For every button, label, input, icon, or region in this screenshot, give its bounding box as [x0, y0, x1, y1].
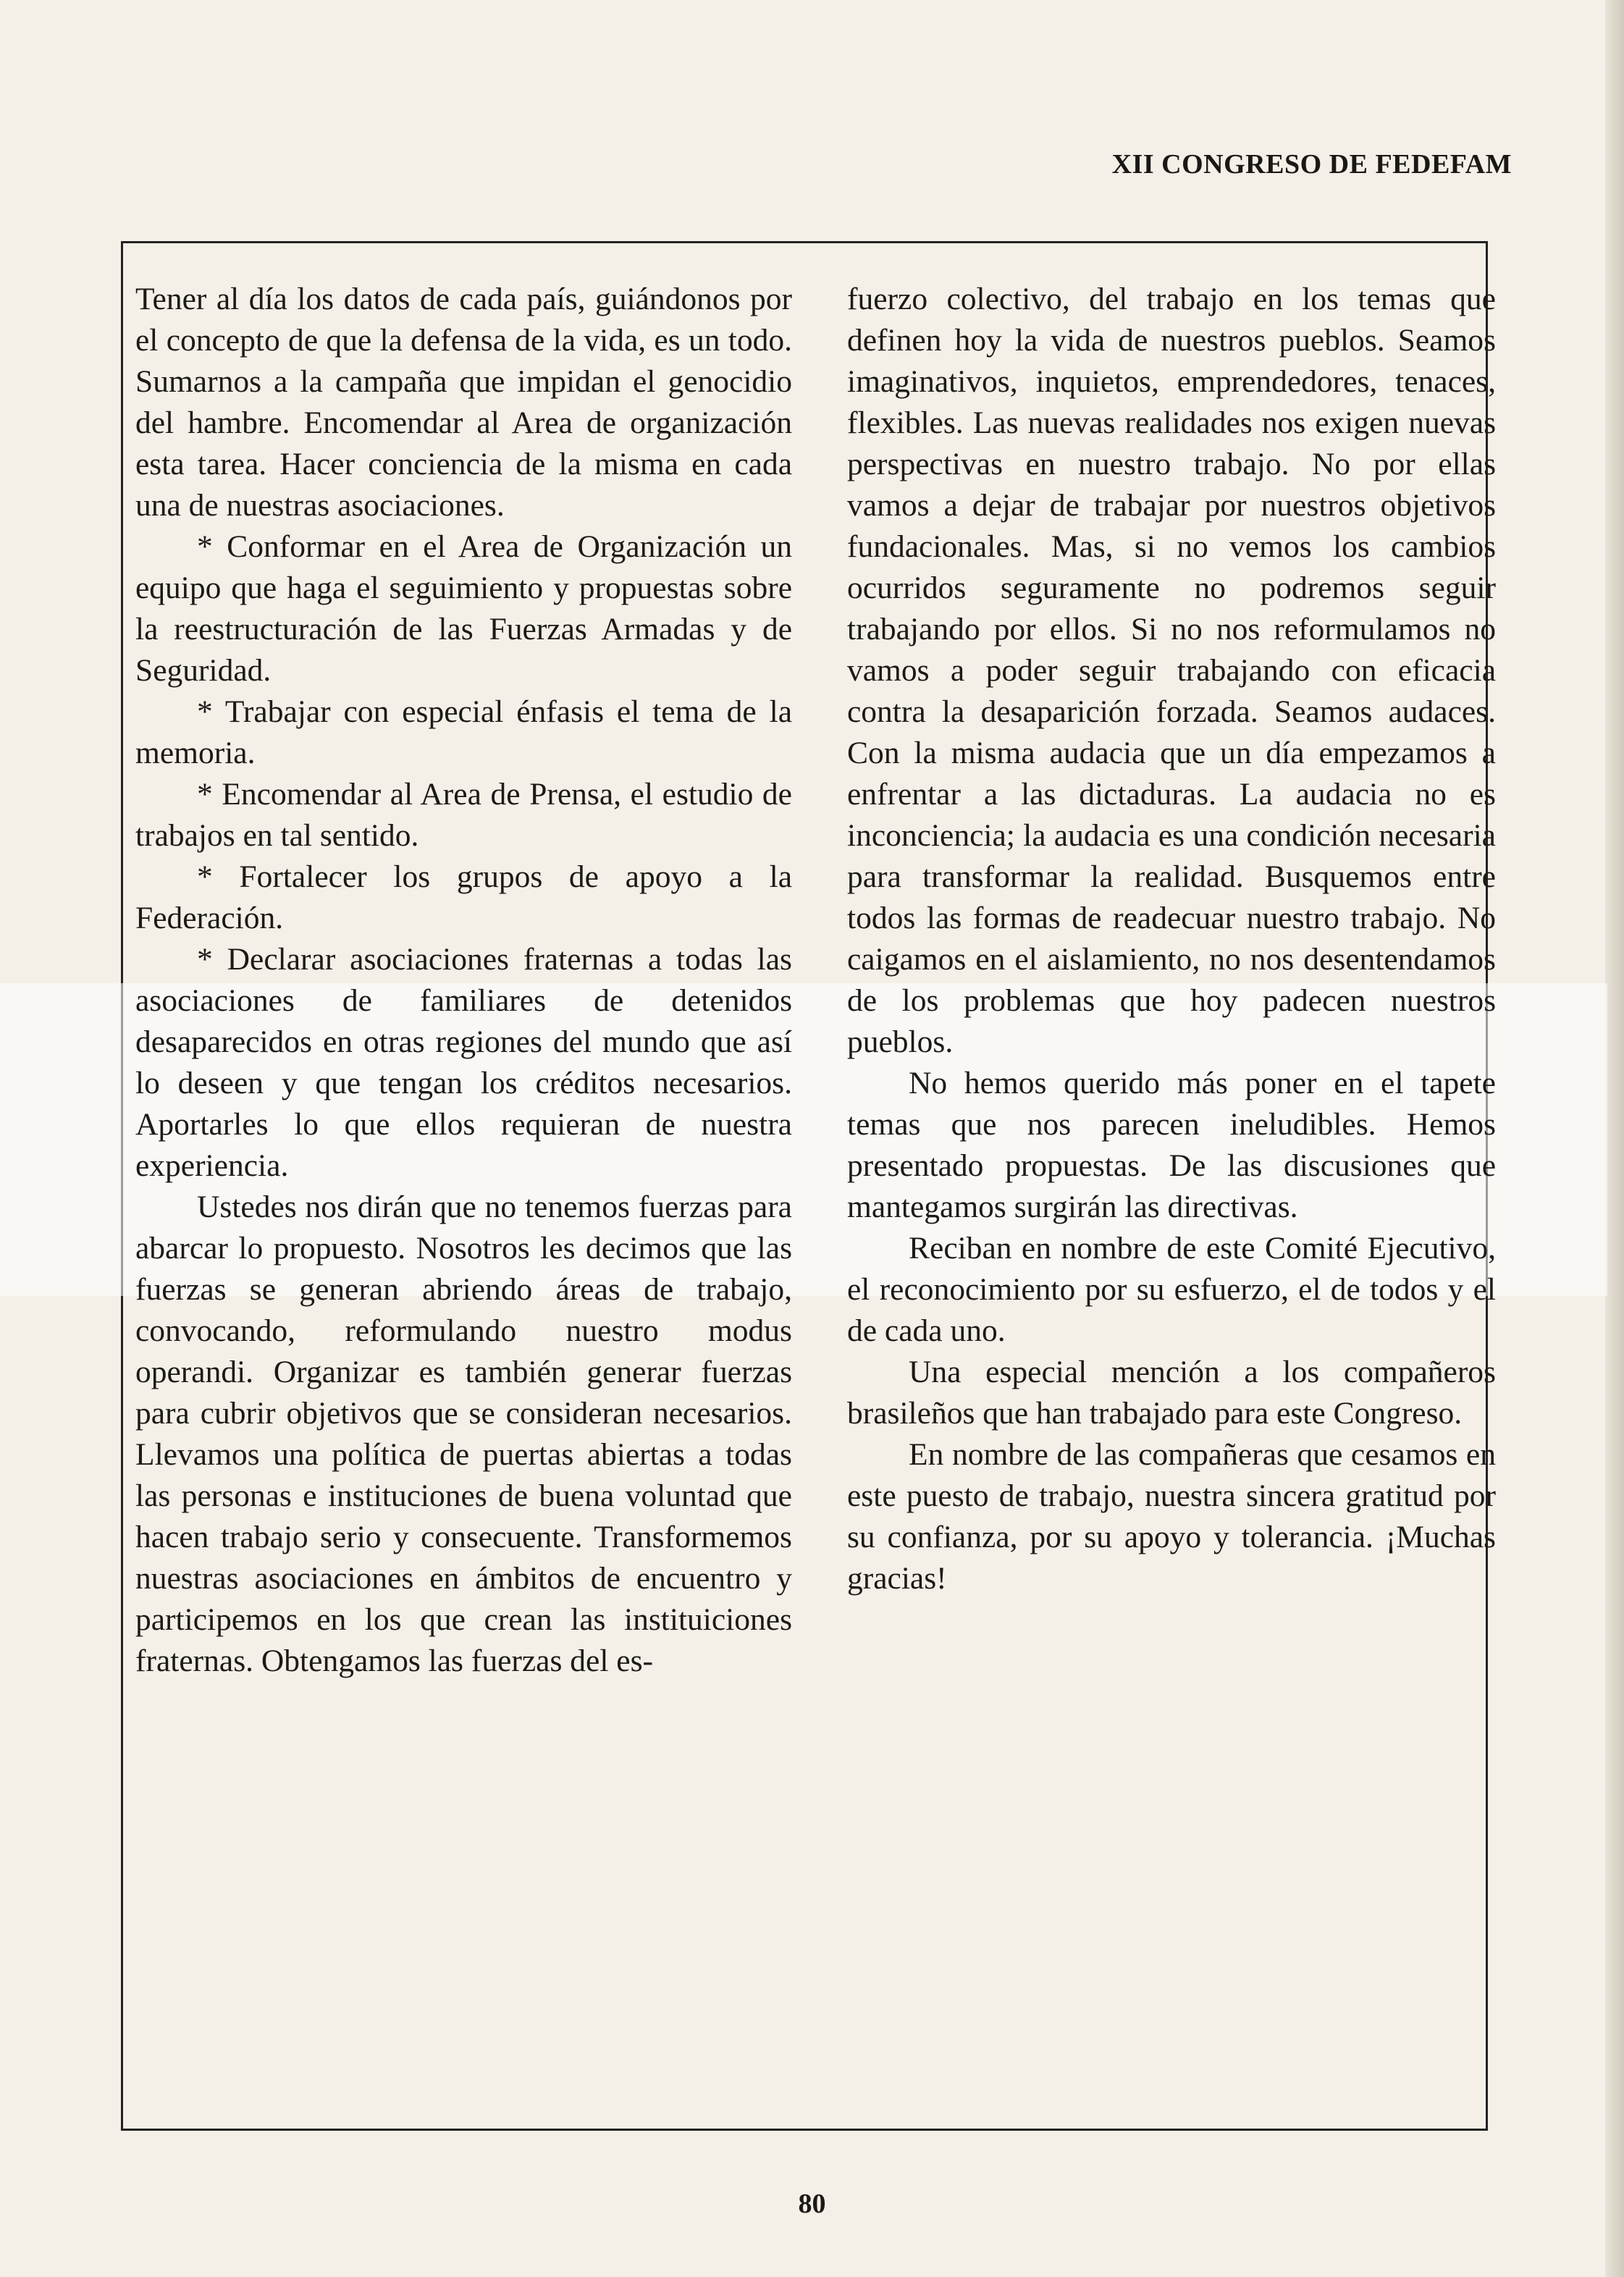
list-item: * Conformar en el Area de Organización un equipo que haga el seguimiento y propuestas sobre la reestructuración de las Fuerzas Armadas y de Seguridad. [135, 529, 792, 688]
list-item: * Encomendar al Area de Prensa, el estudio de trabajos en tal sentido. [135, 777, 792, 853]
page-number: 80 [798, 2189, 826, 2219]
paragraph: fuerzo colectivo, del trabajo en los temas que definen hoy la vida de nuestros pueblos. Seamos imaginativos, inquietos, emprendedores, tenaces, flexibles. Las nuevas realidades nos exigen nuevas perspectivas en nuestro trabajo. No por ellas vamos a dejar de trabajar por nuestros objetivos fundacionales. Mas, si no vemos los cambios ocurridos seguramente no podremos seguir trabajando por ellos. Si no nos reformulamos no vamos a poder seguir trabajando con eficacia contra la desaparición forzada. Seamos audaces. Con la misma audacia que un día empezamos a enfrentar a las dictaduras. La audacia no es inconciencia; la audacia es una condición necesaria para transformar la realidad. Busquemos entre todos las formas de readecuar nuestro trabajo. No caigamos en el aislamiento, no nos desentendamos de los problemas que hoy padecen nuestros pueblos. [847, 282, 1496, 1059]
list-item: * Fortalecer los grupos de apoyo a la Federación. [135, 859, 792, 935]
paragraph: Reciban en nombre de este Comité Ejecutivo, el reconocimiento por su esfuerzo, el de todos y el de cada uno. [847, 1231, 1496, 1348]
running-head: XII CONGRESO DE FEDEFAM [1111, 149, 1512, 180]
paragraph: Ustedes nos dirán que no tenemos fuerzas para abarcar lo propuesto. Nosotros les decimos que las fuerzas se generan abriendo áreas de trabajo, convocando, reformulando nuestro modus operandi. Organizar es también generar fuerzas para cubrir objetivos que se consideran necesarios. Llevamos una política de puertas abiertas a todas las personas e instituciones de buena voluntad que hacen trabajo serio y consecuente. Transformemos nuestras asociaciones en ámbitos de encuentro y participemos en los que crean las instituiciones fraternas. Obtengamos las fuerzas del es- [135, 1190, 792, 1678]
list-item: * Declarar asociaciones fraternas a todas las asociaciones de familiares de detenidos desaparecidos en otras regiones del mundo que así lo deseen y que tengan los créditos necesarios. Aportarles lo que ellos requieran de nuestra experiencia. [135, 942, 792, 1183]
right-column [847, 279, 1496, 1599]
paragraph: No hemos querido más poner en el tapete temas que nos parecen ineludibles. Hemos presentado propuestas. De las discusiones que mantegamos surgirán las directivas. [847, 1066, 1496, 1224]
page-edge-shadow [1605, 0, 1624, 2277]
paragraph: Tener al día los datos de cada país, guiándonos por el concepto de que la defensa de la vida, es un todo. Sumarnos a la campaña que impidan el genocidio del hambre. Encomendar al Area de organización esta tarea. Hacer conciencia de la misma en cada una de nuestras asociaciones. [135, 282, 792, 523]
list-item: * Trabajar con especial énfasis el tema de la memoria. [135, 694, 792, 770]
paragraph: Una especial mención a los compañeros brasileños que han trabajado para este Congreso. [847, 1355, 1496, 1431]
paragraph: En nombre de las compañeras que cesamos en este puesto de trabajo, nuestra sincera gratitud por su confianza, por su apoyo y tolerancia. ¡Muchas gracias! [847, 1437, 1496, 1596]
left-column [135, 279, 792, 1682]
